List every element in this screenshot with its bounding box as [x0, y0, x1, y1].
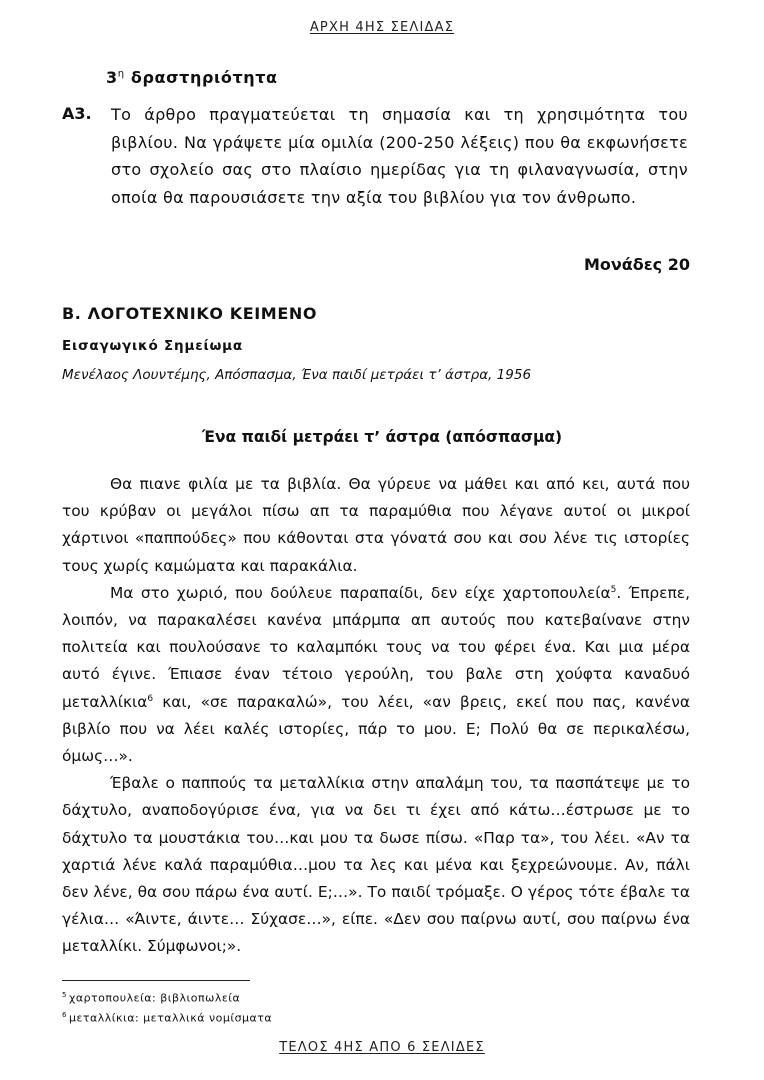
paragraph-2-part-3: και, «σε παρακαλώ», του λέει, «αν βρεις, εκεί που πας, κανένα βιβλίο που να λέει καλές ιστορίες, πάρ το μου. Ε; Πολύ θα σε περικαλέσω, όμως…».: [62, 692, 690, 766]
excerpt-title: Ένα παιδί μετράει τ’ άστρα (απόσπασμα): [201, 428, 563, 446]
activity-superscript: η: [117, 68, 125, 80]
source-citation: Μενέλαος Λουντέμης, Απόσπασμα, Ένα παιδί μετράει τ’ άστρα, 1956: [62, 367, 532, 383]
activity-label: δραστηριότητα: [130, 68, 278, 87]
excerpt-body: [62, 471, 690, 961]
footnote-text: χαρτοπουλεία: βιβλιοπωλεία: [68, 991, 241, 1005]
question-units: Μονάδες 20: [583, 255, 690, 274]
footnote-6: [62, 1007, 272, 1027]
footnote-number: 5: [62, 991, 67, 999]
paragraph-2: [62, 580, 690, 770]
footnotes: [62, 987, 272, 1026]
paragraph-1: Θα πιανε φιλία με τα βιβλία. Θα γύρευε να μάθει και από κει, αυτά που του κρύβαν οι μεγάλοι πίσω απ τα παραμύθια που λέγανε αυτοί οι μικροί χάρτινοι «παππούδες» που κάθονται στα γόνατά σου και σου λένε τις ιστορίες τους χωρίς καμώματα και παρακάλια.: [62, 475, 690, 575]
paragraph-2-part-1: Μα στο χωριό, που δούλευε παραπαίδι, δεν είχε χαρτοπουλεία: [110, 583, 611, 602]
question-text: Το άρθρο πραγματεύεται τη σημασία και τη χρησιμότητα του βιβλίου. Να γράψετε μία ομιλία (200-250 λέξεις) που θα εκφωνήσετε στο σχολείο σας στο πλαίσιο ημερίδας για τη φιλαναγνωσία, στην οποία θα παρουσιάσετε την αξία του βιβλίου για τον άνθρωπο.: [111, 105, 688, 207]
page-header: ΑΡΧΗ 4ΗΣ ΣΕΛΙΔΑΣ: [309, 20, 455, 35]
paragraph-2-part-2: . Έπρεπε, λοιπόν, να παρακαλέσει κανένα μπάρμπα απ αυτούς που κατεβαίνανε στην πολιτεία και πουλούσανε το καλαμπόκι τους να του φέρει ένα. Και μια μέρα αυτό έγινε. Έπιασε έναν τέτοιο γερούλη, του βαλε στη χούφτα καναδυό μεταλλίκια: [62, 583, 690, 711]
paragraph-3: Έβαλε ο παππούς τα μεταλλίκια στην απαλάμη του, τα πασπάτεψε με το δάχτυλο, αναποδογύρισε ένα, για να δει τι έχει από κάτω…έστρωσε με το δάχτυλο τα μουστάκια του…και μου τα δωσε πίσω. «Παρ τα», του λέει. «Αν τα χαρτιά λένε καλά παραμύθια…μου τα λες και μένα και ξεχρεώνουμε. Αν, πάλι δεν λένε, θα σου πάρω ένα αυτί. Ε;…». Το παιδί τρόμαξε. Ο γέρος τότε έβαλε τα γέλια… «Άιντε, άιντε… Σύχασε…», είπε. «Δεν σου παίρνω αυτί, σου παίρνω ένα μεταλλίκι. Σύμφωνοι;».: [62, 774, 690, 956]
footnote-separator: [62, 980, 250, 981]
footnote-number: 6: [62, 1010, 67, 1019]
question-label: Α3.: [62, 104, 92, 123]
intro-note-title: Εισαγωγικό Σημείωμα: [62, 338, 243, 354]
footnote-ref-6: 6: [147, 693, 154, 704]
page-footer: ΤΕΛΟΣ 4ΗΣ ΑΠΟ 6 ΣΕΛΙΔΕΣ: [279, 1040, 485, 1055]
footnote-ref-5: 5: [610, 584, 617, 595]
section-title: Β. ΛΟΓΟΤΕΧΝΙΚΟ ΚΕΙΜΕΝΟ: [62, 304, 318, 323]
footnote-5: [62, 987, 272, 1007]
activity-number: 3: [106, 68, 118, 87]
footnote-text: μεταλλίκια: μεταλλικά νομίσματα: [68, 1011, 273, 1025]
activity-heading: [106, 68, 278, 87]
